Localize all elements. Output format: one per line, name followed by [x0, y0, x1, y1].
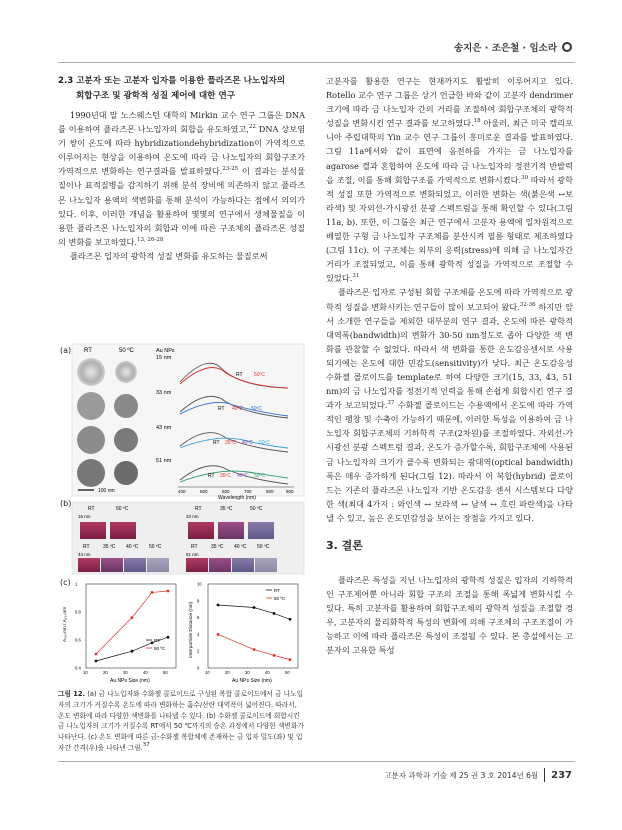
text-run: DNA 상보염기 쌍이 온도에 따라 hybridizationdehybridization이 가역적으로 이루어지는 현상을 이용하여 온도에 따라 금 나노입자의 회합구조가 가역적으로 변화하는 연구결과를 발표하였다. — [58, 124, 305, 177]
wl-tick: 600 — [222, 489, 230, 494]
right-paragraph-2 — [326, 285, 573, 525]
b-size-33: 33 nm — [186, 514, 199, 519]
b-label-40-3: 40 ºC — [126, 544, 139, 550]
running-footer — [384, 768, 572, 782]
citation-ref: 13, 26-28 — [137, 236, 164, 243]
wl-tick: 500 — [200, 489, 208, 494]
c2-ylabel: Interparticle Distance (nm) — [189, 601, 194, 658]
data-point — [217, 633, 220, 636]
x-tick-label: 10 — [205, 670, 210, 675]
vial — [110, 522, 136, 539]
legend-rt: RT — [154, 638, 160, 643]
y-tick-label: 8 — [197, 598, 200, 604]
figure-caption — [58, 689, 305, 754]
y-tick-label: 0.6 — [75, 637, 81, 643]
vial — [218, 522, 244, 539]
vial — [147, 558, 169, 572]
y-tick-label: 6 — [197, 615, 200, 621]
left-paragraph-2: 플라즈몬 입자의 광학적 성질 변화를 유도하는 물질로써 — [70, 250, 268, 261]
text-run: 고분자를 활용한 연구는 현재까지도 활발히 이루어지고 있다. Rotello 교수 연구 그룹은 상기 언급한 바와 같이 고분자 dendrimer 크기에 따라 금 나노입자 간의 거리를 조절하여 회합구조체의 광학적 성질을 변화시킨 연구 결과를 보고하였다. — [326, 76, 573, 129]
x-tick-label: 40 — [143, 670, 148, 675]
spec-label-rt-15: RT — [236, 372, 243, 378]
page-number: 237 — [551, 769, 572, 781]
wl-tick: 700 — [244, 489, 252, 494]
citation-ref: 32-36 — [519, 301, 536, 308]
size-label-43: 43 nm — [156, 425, 172, 431]
section-3-title: 3. 결론 — [326, 539, 363, 552]
vial — [80, 522, 106, 539]
spec-label-rt-43: RT — [213, 440, 220, 446]
b-label-rt-2: RT — [195, 506, 202, 512]
vial — [101, 558, 123, 572]
data-point — [273, 654, 276, 657]
b-size-15: 15 nm — [78, 514, 91, 519]
text-run: 1990년대 말 노스웨스턴 대학의 Mirkin 교수 연구 그룹은 DNA를 이용하여 플라즈몬 나노입자의 회합을 유도하였고, — [58, 110, 305, 135]
series-line — [218, 634, 290, 659]
y-tick-label: 0 — [197, 665, 200, 671]
b-label-35-4: 35 ºC — [211, 544, 224, 550]
data-point — [253, 648, 256, 651]
wavelength-label: Wavelength (nm) — [218, 495, 256, 501]
data-point — [131, 616, 134, 619]
data-point — [167, 636, 170, 639]
vial — [78, 558, 100, 572]
panel-label-c: (c) — [60, 578, 71, 587]
circle-bullet-icon — [562, 42, 572, 52]
c1-xlabel: Au NPs Size (nm) — [110, 678, 150, 684]
b-size-43: 43 nm — [78, 552, 91, 557]
b-label-rt-4: RT — [191, 544, 198, 550]
tem-particle — [114, 428, 138, 452]
data-point — [289, 658, 292, 661]
panel-label-a: (a) — [60, 346, 72, 355]
caption-label: 그림 12. — [58, 690, 86, 698]
footer-journal: 고분자 과학과 기술 제 25 권 3 호 2014년 6월 — [384, 770, 539, 780]
label-50c: 50 ºC — [119, 348, 134, 354]
data-point — [95, 653, 98, 656]
data-point — [167, 590, 170, 593]
data-point — [131, 650, 134, 653]
section-title-line1: 2.3 고분자 또는 고분자 입자를 이용한 플라즈몬 나노입자의 — [58, 76, 286, 86]
b-label-50-4: 50 ºC — [257, 544, 270, 550]
caption-ref: 37 — [142, 741, 150, 748]
citation-ref: 30 — [521, 174, 529, 181]
x-tick-label: 20 — [225, 670, 230, 675]
x-tick-label: 50 — [163, 670, 168, 675]
right-paragraph-3: 플라즈몬 특성을 지닌 나노입자의 광학적 성질은 입자의 기하학적인 구조제어뿐 아니라 회합 구조의 조절을 통해 폭넓게 변화시킬 수 있다. 특히 고분자를 활용하여 회합구조체의 광학적 성질을 조절할 경우, 고분자의 물리화학적 특성의 변화에 의해 구조체의 구조조절이 가능하고 이에 따라 플라즈몬 특성이 조절될 수 있다. 본 총설에서는 고분자의 고유한 특성 — [326, 575, 573, 656]
panel-a-frame — [72, 344, 304, 496]
vial — [124, 558, 146, 572]
tem-particle — [77, 358, 105, 386]
tem-particle — [77, 426, 105, 454]
b-label-rt: RT — [88, 506, 95, 512]
wl-tick: 400 — [178, 489, 186, 494]
citation-ref: 22 — [248, 124, 256, 131]
running-header — [454, 40, 572, 54]
size-label-51: 51 nm — [156, 458, 172, 464]
x-tick-label: 10 — [83, 670, 88, 675]
tem-particle — [77, 459, 105, 487]
spec-label-50-15: 50ºC — [254, 372, 265, 378]
b-size-51: 51 nm — [186, 552, 199, 557]
header-rule — [58, 62, 575, 63]
data-point — [95, 660, 98, 663]
scale-bar-label: 100 nm — [98, 488, 115, 494]
spec-label-40-43: 40ºC — [242, 440, 253, 446]
tem-particle — [114, 461, 138, 485]
y-tick-label: 1 — [75, 581, 78, 587]
text-run: 이 결과는 분석물질이나 표적질병을 감지하기 위해 분석 장비에 의존하지 않고 플라즈몬 나노입자 용액의 색변화를 통해 분석이 가능하다는 점에서 의의가 있다. 이후, 이러한 개념을 활용하여 몇몇의 연구에서 생체물질을 이용한 플라즈몬 나노입자의 회합과 이에 따른 구조체의 플라즈몬 성질의 변화를 보고하였다. — [58, 166, 305, 247]
spec-label-40-51: 40ºC — [237, 473, 248, 479]
b-label-50-2: 50 ºC — [250, 506, 263, 512]
spec-label-rt-33: RT — [218, 406, 225, 412]
data-point — [151, 591, 154, 594]
legend2-50: 50 ºC — [274, 596, 286, 601]
y-tick-label: 4 — [197, 631, 200, 637]
legend-50: 50 ºC — [154, 646, 166, 651]
figure-12 — [58, 342, 305, 687]
caption-text: (a) 금 나노입자와 수화젤 콜로이드로 구성된 복합 콜로이드에서 금 나노입자의 크기가 커질수록 온도에 따라 변화하는 흡수/산란 대역폭이 넓어진다. 따라서, 온도 변화에 따라 다양한 색변화를 나타낼 수 있다. (b) 수화젤 콜로이드에 회합시킨 금 나노입자의 크기가 커질수록 RT에서 50 ℃까지의 승온 과정에서 다양한 색변화가 나타난다. (c) 온도 변화에 따른 금-수화젤 복합체에 존재하는 금 입자 밀도(좌) 및 입자간 간격(우)을 나타낸 그림. — [58, 690, 304, 752]
tem-particle — [114, 394, 138, 418]
y-tick-label: 2 — [197, 648, 200, 654]
vial — [232, 558, 254, 572]
citation-ref: 31 — [352, 273, 360, 280]
spec-label-rt-51: RT — [208, 473, 215, 479]
b-label-40-4: 40 ºC — [234, 544, 247, 550]
right-paragraph-1 — [326, 74, 573, 285]
text-run: 플라즈몬 입자로 구성된 회합 구조체를 온도에 따라 가역적으로 광학적 성질을 변화시키는 연구들이 많이 보고되어 왔다. — [326, 287, 573, 312]
b-label-35-2: 35 ºC — [220, 506, 233, 512]
spec-label-50-51: 50ºC — [254, 473, 265, 479]
label-au-nps: Au NPs — [156, 348, 175, 354]
label-rt: RT — [84, 348, 92, 354]
text-run: 아울러, 최근 미국 캘리포니아 주립대학의 Yin 교수 연구 그룹이 흥미로운 결과를 발표하였다. 그림 11a에서와 같이 표면에 음전하를 가지는 금 나노입자를 agarose 겔과 혼합하여 온도에 따라 금 나노입자의 정전기적 반발력을 조절, 이를 통해 회합구조를 가역적으로 변화시켰다. — [326, 118, 574, 185]
y-tick-label: 10 — [197, 581, 202, 587]
vial — [186, 558, 208, 572]
wl-tick: 900 — [286, 489, 294, 494]
text-run: 수화젤 콜로이드는 수용액에서 온도에 따라 가역적인 팽창 및 수축이 가능하기 때문에, 이러한 특성을 이용하여 금 나노입자 회합구조체의 기하학적 구조(2차원)를 조절하였다. 자외선-가시광선 분광 스펙트럼 결과, 온도가 증가할수록, 회합구조체에 사용된 금 나노입자의 크기가 클수록 변화되는 광대역(optical bandwidth) 폭은 매우 증가하게 된다(그림 12). 따라서 이 복합(hybrid) 콜로이드는 기존의 플라즈몬 나노입자 기반 온도감응 센서 시스템보다 다양한 색(최대 4가지 : 와인색 ↔ 보라색 ↔ 남색 ↔ 흐린 파란색)을 나타낼 수 있고, 높은 온도민감성을 보이는 장점을 가지고 있다. — [326, 400, 573, 523]
chart-1-frame — [86, 584, 176, 668]
footer-rule — [58, 761, 575, 762]
x-tick-label: 50 — [285, 670, 290, 675]
text-run: 따라서 광학적 성질 또한 가역적으로 변화되었고, 이러한 변화는 색(붉은색 ↔보라색) 및 자외선-가시광선 분광 스펙트럼을 통해 확인할 수 있다(그림 11a, b). 또한, 이 그룹은 최근 연구에서 고분자 용액에 일차원적으로 배열한 구형 금 나노입자 구조체를 분산시켜 필름 형태로 제조하였다(그림 11c). 이 구조체는 외부의 응력(stress)에 의해 금 나노입자간 거리가 조절되었고, 이를 통해 광학적 성질을 가역적으로 조절할 수 있었다. — [326, 174, 573, 284]
data-point — [289, 618, 292, 621]
y-tick-label: 0.8 — [75, 609, 81, 615]
c1-ylabel: A₆₅₀nm / A₅₂₀nm — [63, 606, 68, 642]
series-line — [96, 591, 168, 654]
x-tick-label: 30 — [123, 670, 128, 675]
footer-divider — [544, 768, 545, 782]
chart-1-plot — [75, 582, 169, 676]
right-column — [326, 74, 573, 658]
tem-particle — [77, 392, 105, 420]
vial — [209, 558, 231, 572]
b-label-50: 50 ºC — [116, 506, 129, 512]
size-label-15: 15 nm — [156, 355, 172, 361]
spec-label-50-43: 50ºC — [259, 440, 270, 446]
c2-xlabel: Au NPs Size (nm) — [232, 678, 272, 684]
data-point — [217, 604, 220, 607]
x-tick-label: 30 — [245, 670, 250, 675]
panel-label-b: (b) — [60, 499, 72, 508]
vial — [255, 558, 277, 572]
header-authors: 송지은 · 조은철 · 임소라 — [453, 43, 557, 54]
figure-12-graphic — [58, 342, 305, 687]
spec-label-40-33: 40ºC — [232, 406, 243, 412]
size-label-33: 33 nm — [156, 390, 172, 396]
tem-particle — [115, 361, 137, 383]
spec-label-35-51: 35ºC — [220, 473, 231, 479]
x-tick-label: 40 — [265, 670, 270, 675]
b-label-50-3: 50 ºC — [149, 544, 162, 550]
left-paragraph-1 — [58, 108, 305, 249]
spec-label-35-43: 35ºC — [225, 440, 236, 446]
section-title-line2: 회합구조 및 광학적 성질 제어에 대한 연구 — [76, 91, 236, 101]
b-label-35-3: 35 ºC — [103, 544, 116, 550]
y-tick-label: 0.4 — [75, 665, 81, 671]
section-2-3-title — [58, 74, 305, 104]
citation-ref: 37 — [387, 400, 395, 407]
wl-tick: 800 — [266, 489, 274, 494]
legend2-rt: RT — [274, 588, 280, 593]
data-point — [253, 606, 256, 609]
data-point — [151, 641, 154, 644]
citation-ref: 23-25 — [222, 166, 239, 173]
b-label-rt-3: RT — [83, 544, 90, 550]
vial — [188, 522, 214, 539]
text-run: 하지만 앞서 소개한 연구들을 제외한 대부분의 연구 결과, 온도에 따른 광학적 대역폭(bandwidth)의 변화가 30-50 nm정도로 좁아 다양한 색 변화를 관찰할 수 없었다. 따라서 색 변화를 통한 온도감응센서로 사용되기에는 온도에 대한 민감도(sensitivity)가 낮다. 최근 온도감응성 수화젤 콜로이드를 template로 하여 다양한 크기(15, 33, 43, 51 nm)의 금 나노입자를 정전기적 인력을 통해 손쉽게 회합시킨 연구 결과가 보고되었다. — [326, 301, 573, 411]
spec-label-50-33: 50ºC — [251, 406, 262, 412]
x-tick-label: 20 — [103, 670, 108, 675]
left-column — [58, 74, 305, 263]
vial — [248, 522, 274, 539]
citation-ref: 18 — [473, 118, 481, 125]
data-point — [273, 612, 276, 615]
